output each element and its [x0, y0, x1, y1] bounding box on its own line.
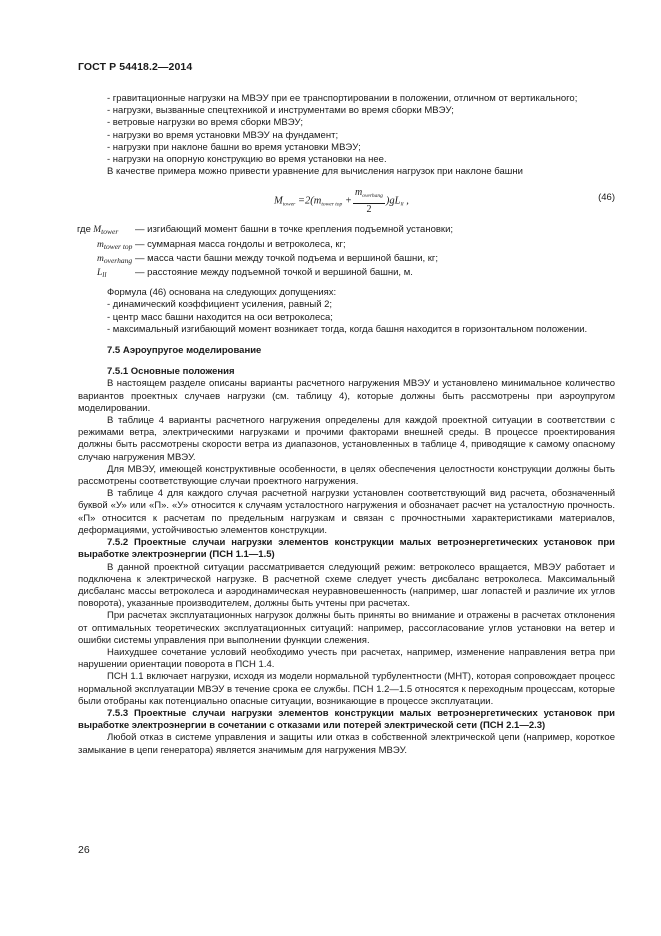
list-item: - гравитационные нагрузки на МВЭУ при ее транспортировании в положении, отличном от вертикального;: [107, 93, 578, 104]
paragraph: Для МВЭУ, имеющей конструктивные особенности, в целях обеспечения целостности конструкции должны быть рассмотрены соответствующие случаи проектного нагружения.: [78, 463, 615, 488]
list-item: - максимальный изгибающий момент возникает тогда, когда башня находится в горизонтальном положении.: [107, 323, 588, 335]
formula-subscript: overhang: [362, 193, 383, 200]
document-body: [78, 93, 615, 757]
page-number: 26: [78, 844, 90, 856]
formula-operator: +: [344, 196, 352, 208]
where-description: — изгибающий момент башни в точке крепления подъемной установки;: [135, 224, 454, 236]
example-paragraph: В качестве примера можно привести уравнение для вычисления нагрузок при наклоне башни: [107, 166, 523, 178]
symbol: m: [97, 253, 104, 264]
symbol-subscript: tower: [101, 227, 119, 237]
where-symbol: [77, 267, 135, 281]
list-item: - нагрузки во время установки МВЭУ на фундамент;: [107, 129, 339, 141]
list-item: - ветровые нагрузки во время сборки МВЭУ;: [107, 117, 304, 129]
where-symbol: [77, 253, 135, 267]
formula-symbol: m: [354, 187, 363, 199]
symbol: m: [97, 239, 104, 250]
standard-code-header: ГОСТ Р 54418.2—2014: [78, 61, 193, 73]
paragraph: В данной проектной ситуации рассматривается следующий режим: ветроколесо вращается, МВЭУ работает и подключена к электрической нагрузке. В расчетной схеме следует учесть дисбаланс ветроколеса. Максимальный дисбаланс массы ветроколеса и аэродинамическая неуравновешенность (например, шаг лопастей и различие их углов поворота), указанные производителем, должны быть учтены при расчетах.: [78, 561, 615, 610]
symbol: M: [93, 225, 102, 236]
where-symbol: [77, 224, 135, 238]
paragraph: В таблице 4 для каждого случая расчетной нагрузки установлен соответствующий вид расчета, обозначенный буквой «У» или «П». «У» относится к случаям усталостного нагружения и обозначает расчет на усталостную прочность. «П» относится к расчетам по предельным нагрузкам и связан с прочностными характеристиками материалов, деформациями, устойчивостью элементов конструкции.: [78, 488, 615, 536]
where-list: [77, 224, 615, 281]
formula-46: [78, 180, 615, 220]
list-item: - нагрузки, вызванные спецтехникой и инструментами во время сборки МВЭУ;: [107, 105, 454, 117]
formula-fraction: [353, 187, 385, 215]
where-description: — суммарная масса гондолы и ветроколеса, кг;: [135, 238, 346, 250]
symbol: L: [97, 268, 103, 279]
section-heading-7-5-2: 7.5.2 Проектные случаи нагрузки элементов конструкции малых ветроэнергетических установок при выработке электроэнергии (ПСН 1.1—1.5): [78, 537, 615, 561]
fraction-numerator: [353, 187, 385, 203]
paragraph: В таблице 4 варианты расчетного нагружения определены для каждой проектной ситуации в соответствии с режимами ветра, электрическими нагрузками и прочими факторами внешней среды. В процессе проектирования должны быть рассмотрены скорости ветра из диапазонов, установленных в таблице 4, приводящие к самому опасному случаю нагружения МВЭУ.: [78, 415, 615, 463]
symbol-subscript: ll: [102, 270, 107, 280]
section-heading-7-5-1: 7.5.1 Основные положения: [107, 366, 235, 378]
formula-subscript: tower: [282, 202, 296, 209]
assumptions-intro: Формула (46) основана на следующих допущениях:: [107, 287, 337, 299]
list-item: - динамический коэффициент усиления, равный 2;: [107, 299, 333, 311]
list-item: - нагрузки на опорную конструкцию во время установки на нее.: [107, 154, 387, 166]
symbol-subscript: overhang: [103, 255, 133, 265]
formula-subscript: ll: [400, 202, 404, 209]
paragraph: Любой отказ в системе управления и защиты или отказ в собственной электрической цепи (например, короткое замыкание в цепи генератора) является значимым для нагружения МВЭУ.: [78, 732, 615, 756]
list-item: - нагрузки при наклоне башни во время установки МВЭУ;: [107, 141, 361, 153]
section-heading-7-5-3: 7.5.3 Проектные случаи нагрузки элементов конструкции малых ветроэнергетических установок при выработке электроэнергии в сочетании с отказами или потерей электрической сети (ПСН 2.1—2.3): [78, 707, 615, 732]
paragraph: При расчетах эксплуатационных нагрузок должны быть приняты во внимание и отражены в расчетах отклонения от оптимальных теоретических эксплуатационных ситуаций: например, рассогласование углов установки на ветер и ошибки системы управления при выполнении функции слежения.: [78, 610, 615, 646]
paragraph: ПСН 1.1 включает нагрузки, исходя из модели нормальной турбулентности (МНТ), которая сопровождает процесс нормальной эксплуатации МВЭУ в течение срока ее службы. ПСН 1.2—1.5 относятся к переходным процессам, которые были отобраны как потенциально опасные ситуации, возникающие в процессе эксплуатации.: [78, 671, 615, 707]
formula-expression: [274, 187, 409, 215]
section-heading-7-5: 7.5 Аэроупругое моделирование: [107, 345, 262, 357]
formula-punctuation: ,: [406, 196, 409, 208]
where-description: — расстояние между подъемной точкой и вершиной башни, м.: [135, 267, 413, 279]
where-description: — масса части башни между точкой подъема и вершиной башни, кг;: [135, 252, 439, 264]
formula-symbol: =2(m: [297, 196, 322, 208]
paragraph: Наихудшее сочетание условий необходимо учесть при расчетах, например, изменение направления ветра при нарушении ориентации поворота в ПСН 1.4.: [78, 646, 615, 671]
formula-symbol: M: [274, 196, 283, 208]
list-item: - центр масс башни находится на оси ветроколеса;: [107, 311, 333, 323]
formula-subscript: tower top: [321, 202, 343, 209]
formula-number: (46): [598, 192, 615, 204]
fraction-denominator: 2: [366, 203, 372, 215]
symbol-subscript: tower top: [103, 241, 133, 251]
formula-symbol: )gL: [385, 196, 401, 208]
where-symbol: [77, 239, 135, 253]
paragraph: В настоящем разделе описаны варианты расчетного нагружения МВЭУ и установлено минимальное количество вариантов проектных случаев нагрузки (см. таблицу 4), которые должны быть рассмотрены при аэроупругом моделировании.: [78, 378, 615, 414]
where-prefix: где: [77, 224, 91, 236]
